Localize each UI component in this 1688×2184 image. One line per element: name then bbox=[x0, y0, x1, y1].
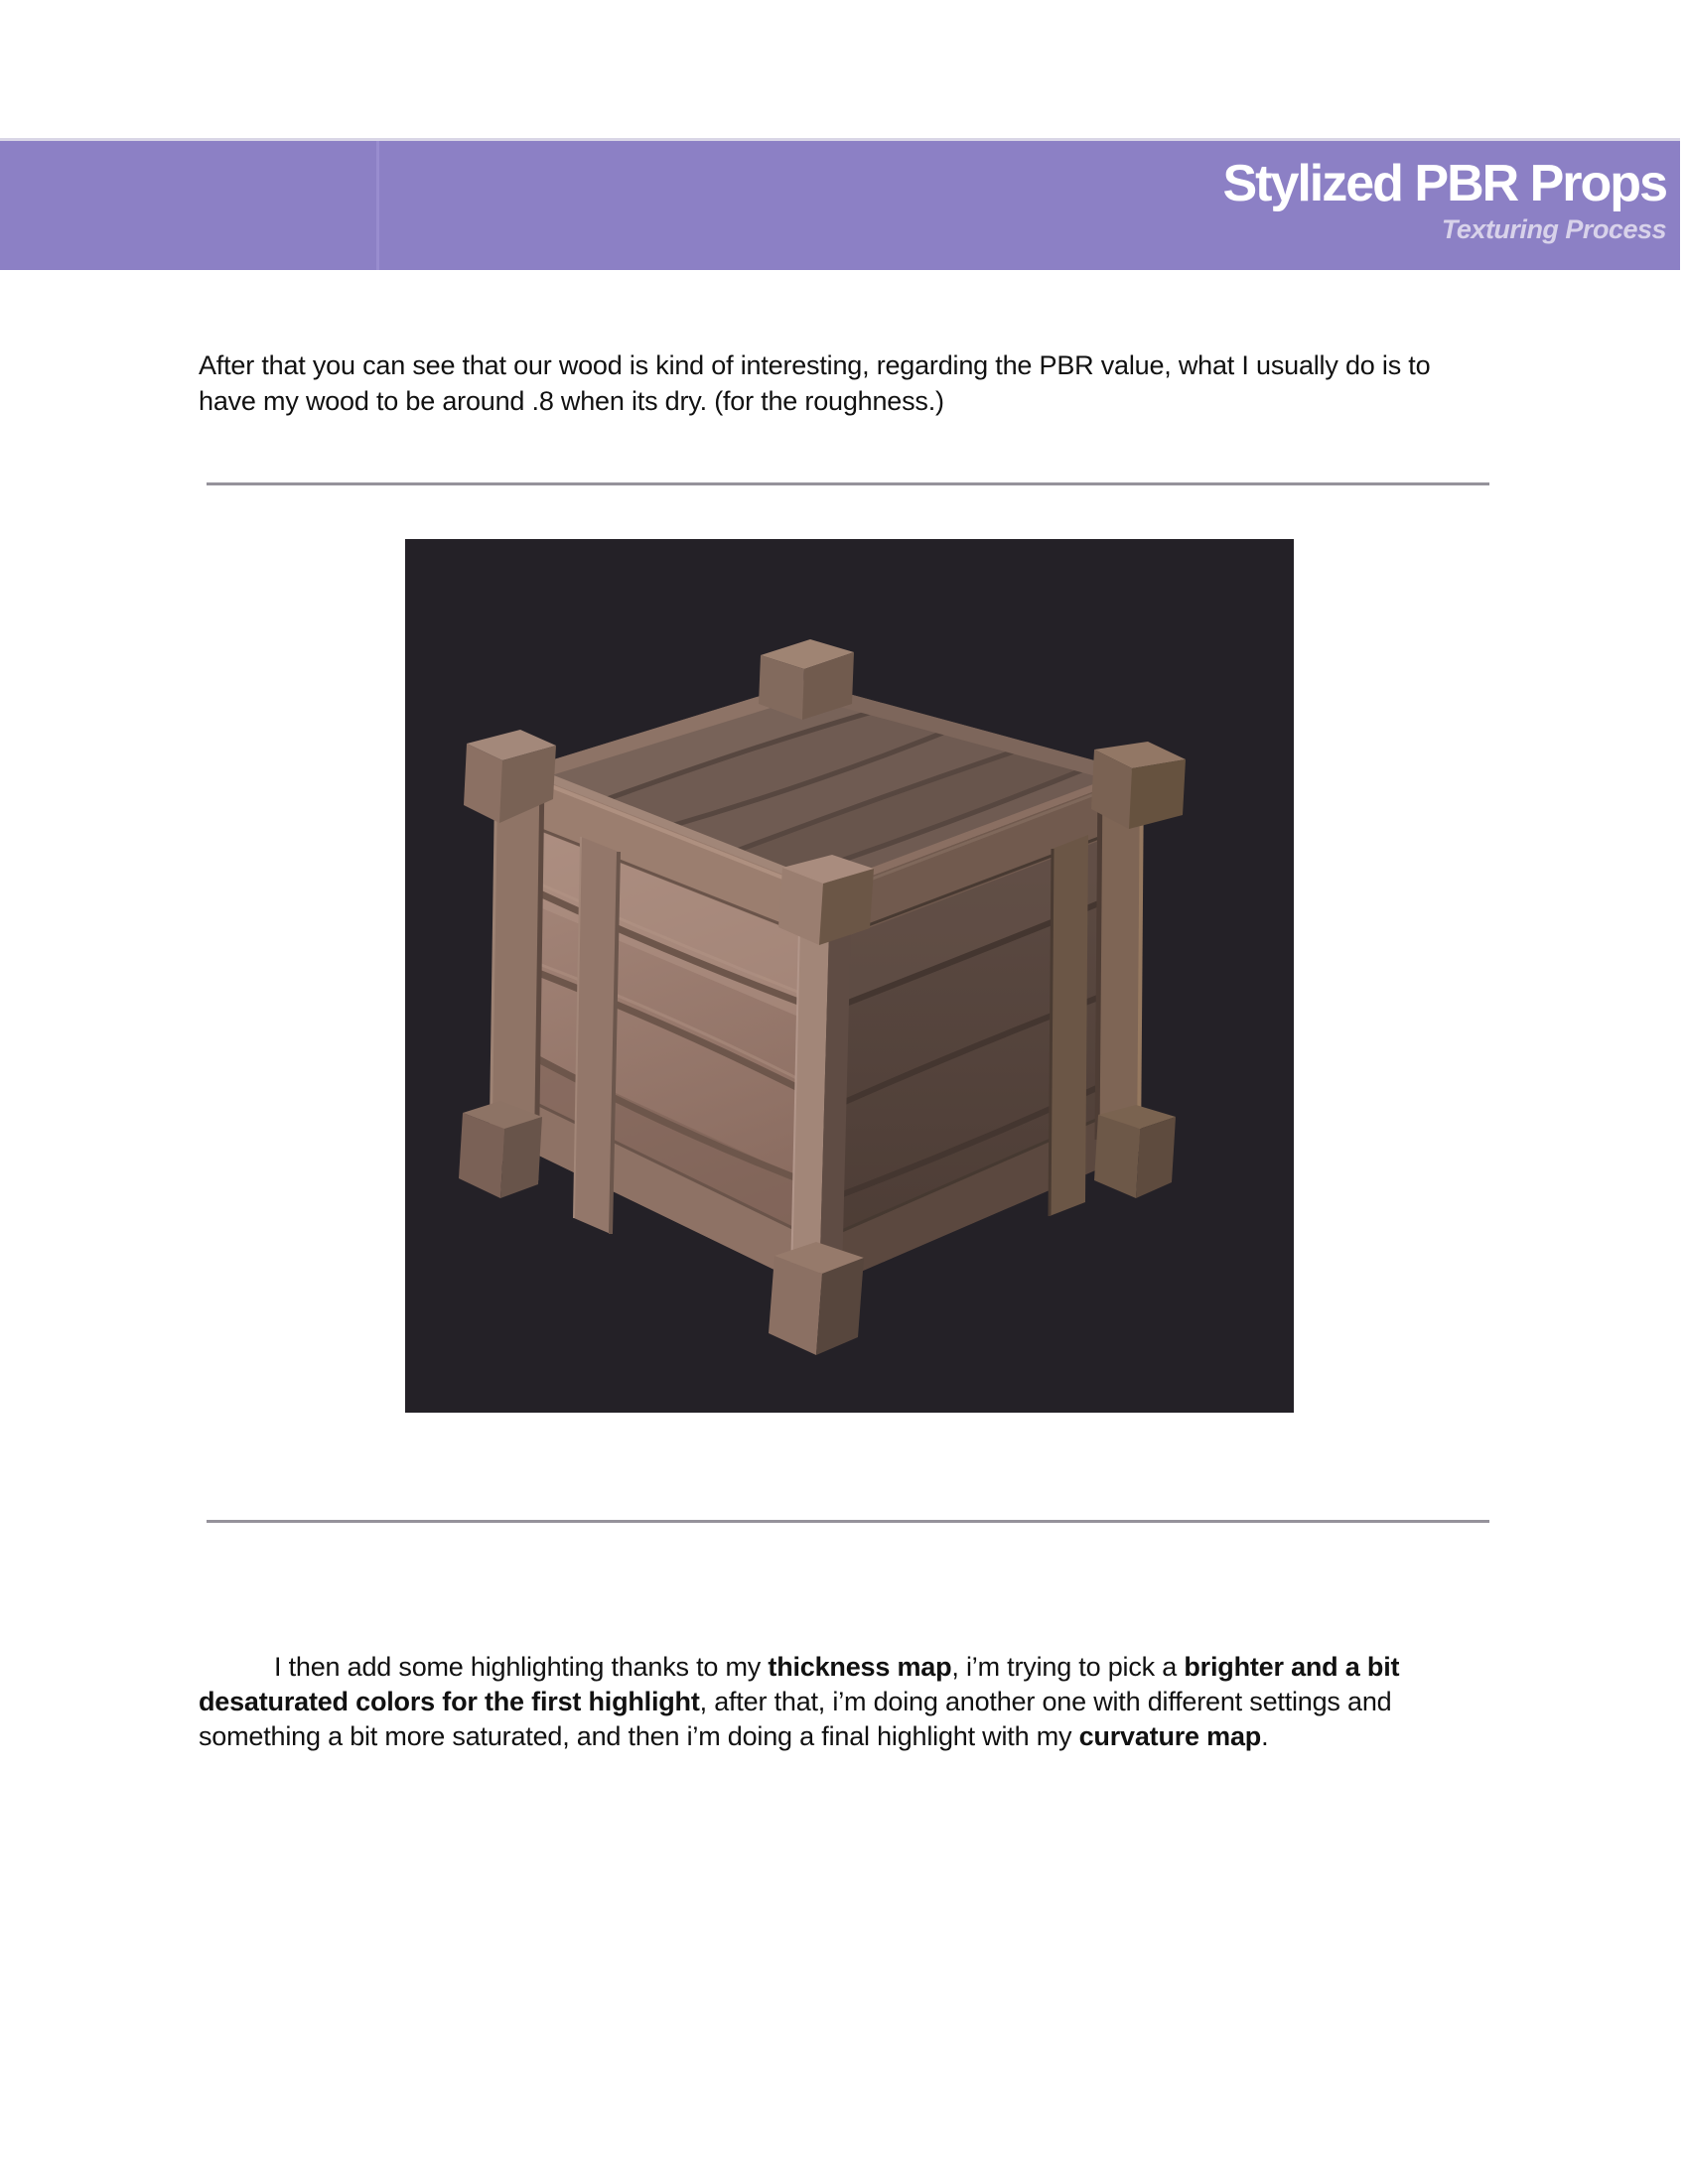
horizontal-rule-bottom bbox=[207, 1520, 1489, 1523]
banner-text-block bbox=[1222, 141, 1666, 244]
horizontal-rule-top bbox=[207, 482, 1489, 485]
banner-divider-line bbox=[376, 141, 379, 270]
header-banner bbox=[0, 138, 1680, 270]
paragraph-intro: After that you can see that our wood is kind of interesting, regarding the PBR value, what I usually do is to have my wood to be around .8 when its dry. (for the roughness.) bbox=[199, 350, 1431, 416]
figure-crate bbox=[405, 539, 1294, 1413]
crate-illustration bbox=[405, 539, 1294, 1413]
page-title: Stylized PBR Props bbox=[1222, 155, 1666, 212]
page-subtitle: Texturing Process bbox=[1441, 214, 1666, 244]
paragraph-highlighting: I then add some highlighting thanks to my thickness map, i’m trying to pick a brighter and a bit desaturated colors for the first highlight, after that, i’m doing another one with different settings and something a bit more saturated, and then i’m doing a final highlight with my curvature map. bbox=[199, 1652, 1400, 1751]
